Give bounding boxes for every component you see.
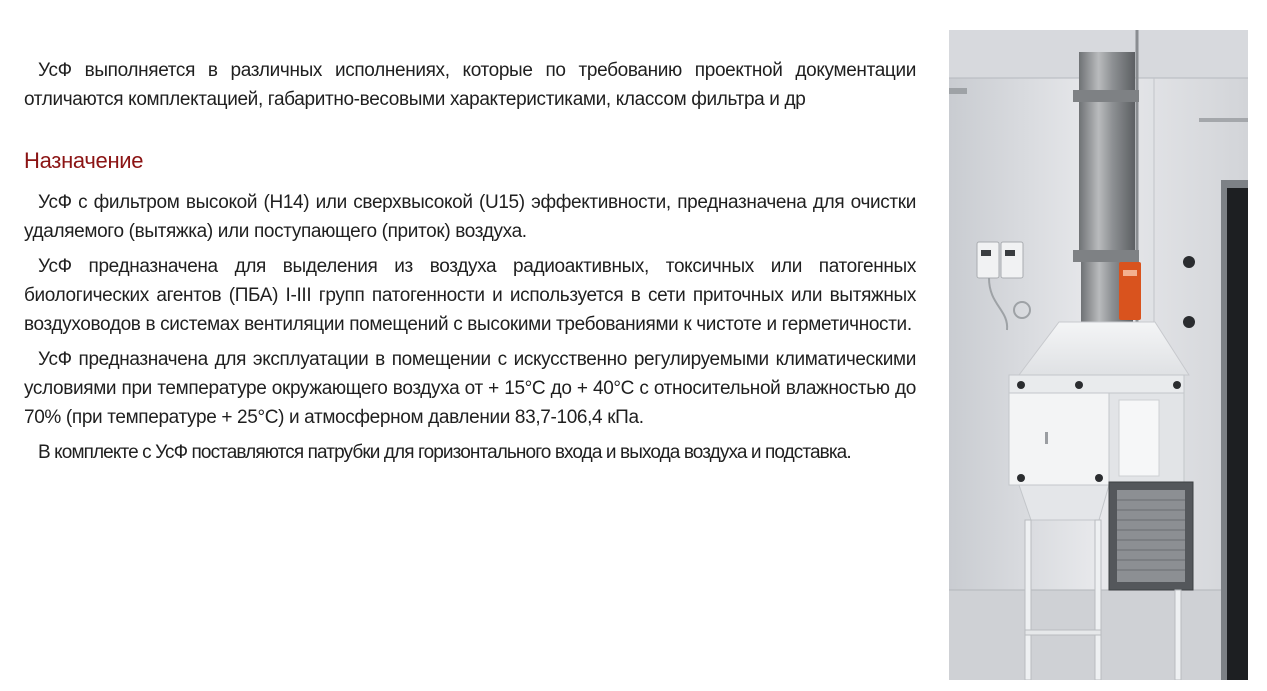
wall-port-lower bbox=[1183, 316, 1195, 328]
housing-front-panel bbox=[1009, 393, 1109, 485]
stand-crossbar bbox=[1025, 630, 1101, 635]
duct-flange-top bbox=[1073, 90, 1139, 102]
text-column bbox=[24, 56, 916, 467]
control-panel-1 bbox=[977, 242, 999, 278]
section-heading: Назначение bbox=[24, 148, 144, 173]
panel-display-2 bbox=[1005, 250, 1015, 256]
duct-middle-section bbox=[1079, 102, 1135, 252]
stand-leg-3 bbox=[1175, 590, 1181, 680]
wall-bracket-left bbox=[949, 88, 967, 94]
wall-port-upper bbox=[1183, 256, 1195, 268]
purpose-paragraph-1: УсФ с фильтром высокой (H14) или сверхвысокой (U15) эффективности, предназначена для очистки удаляемого (вытяжка) или поступающего (приток) воздуха. bbox=[24, 192, 916, 242]
latch-2 bbox=[1075, 381, 1083, 389]
duct-flange-bottom bbox=[1073, 250, 1139, 262]
control-box bbox=[1119, 400, 1159, 476]
wall-rail-right bbox=[1199, 118, 1248, 122]
purpose-paragraph-3: УсФ предназначена для эксплуатации в помещении с искусственно регулируемыми климатическими условиями при температуре окружающего воздуха от + 15°С до + 40°С с относительной влажностью до 70% (при температуре + 25°С) и атмосферном давлении 83,7-106,4 кПа. bbox=[24, 349, 916, 428]
latch-3 bbox=[1173, 381, 1181, 389]
latch-4 bbox=[1017, 474, 1025, 482]
latch-1 bbox=[1017, 381, 1025, 389]
housing-top-flange bbox=[1009, 375, 1184, 393]
duct-top-section bbox=[1079, 52, 1135, 92]
outlet-grille bbox=[1117, 490, 1185, 582]
control-panel-2 bbox=[1001, 242, 1023, 278]
stand-leg-1 bbox=[1025, 520, 1031, 680]
filter-unit-photo bbox=[949, 30, 1248, 680]
hopper bbox=[1019, 485, 1109, 520]
actuator-label bbox=[1123, 270, 1137, 276]
latch-5 bbox=[1095, 474, 1103, 482]
panel-handle bbox=[1045, 432, 1048, 444]
intro-paragraph: УсФ выполняется в различных исполнениях, которые по требованию проектной документации отличаются комплектацией, габаритно-весовыми характеристиками, классом фильтра и др bbox=[24, 60, 916, 110]
purpose-paragraph-2: УсФ предназначена для выделения из воздуха радиоактивных, токсичных или патогенных биологических агентов (ПБА) I-III групп патогенности и используется в сети приточных или вытяжных воздуховодов в системах вентиляции помещений с высокими требованиями к чистоте и герметичности. bbox=[24, 256, 916, 335]
stand-leg-2 bbox=[1095, 520, 1101, 680]
purpose-paragraph-4: В комплекте с УсФ поставляются патрубки для горизонтального входа и выхода воздуха и подставка. bbox=[38, 442, 851, 463]
filter-unit-illustration bbox=[949, 30, 1248, 680]
door-opening bbox=[1227, 188, 1248, 680]
panel-display-1 bbox=[981, 250, 991, 256]
